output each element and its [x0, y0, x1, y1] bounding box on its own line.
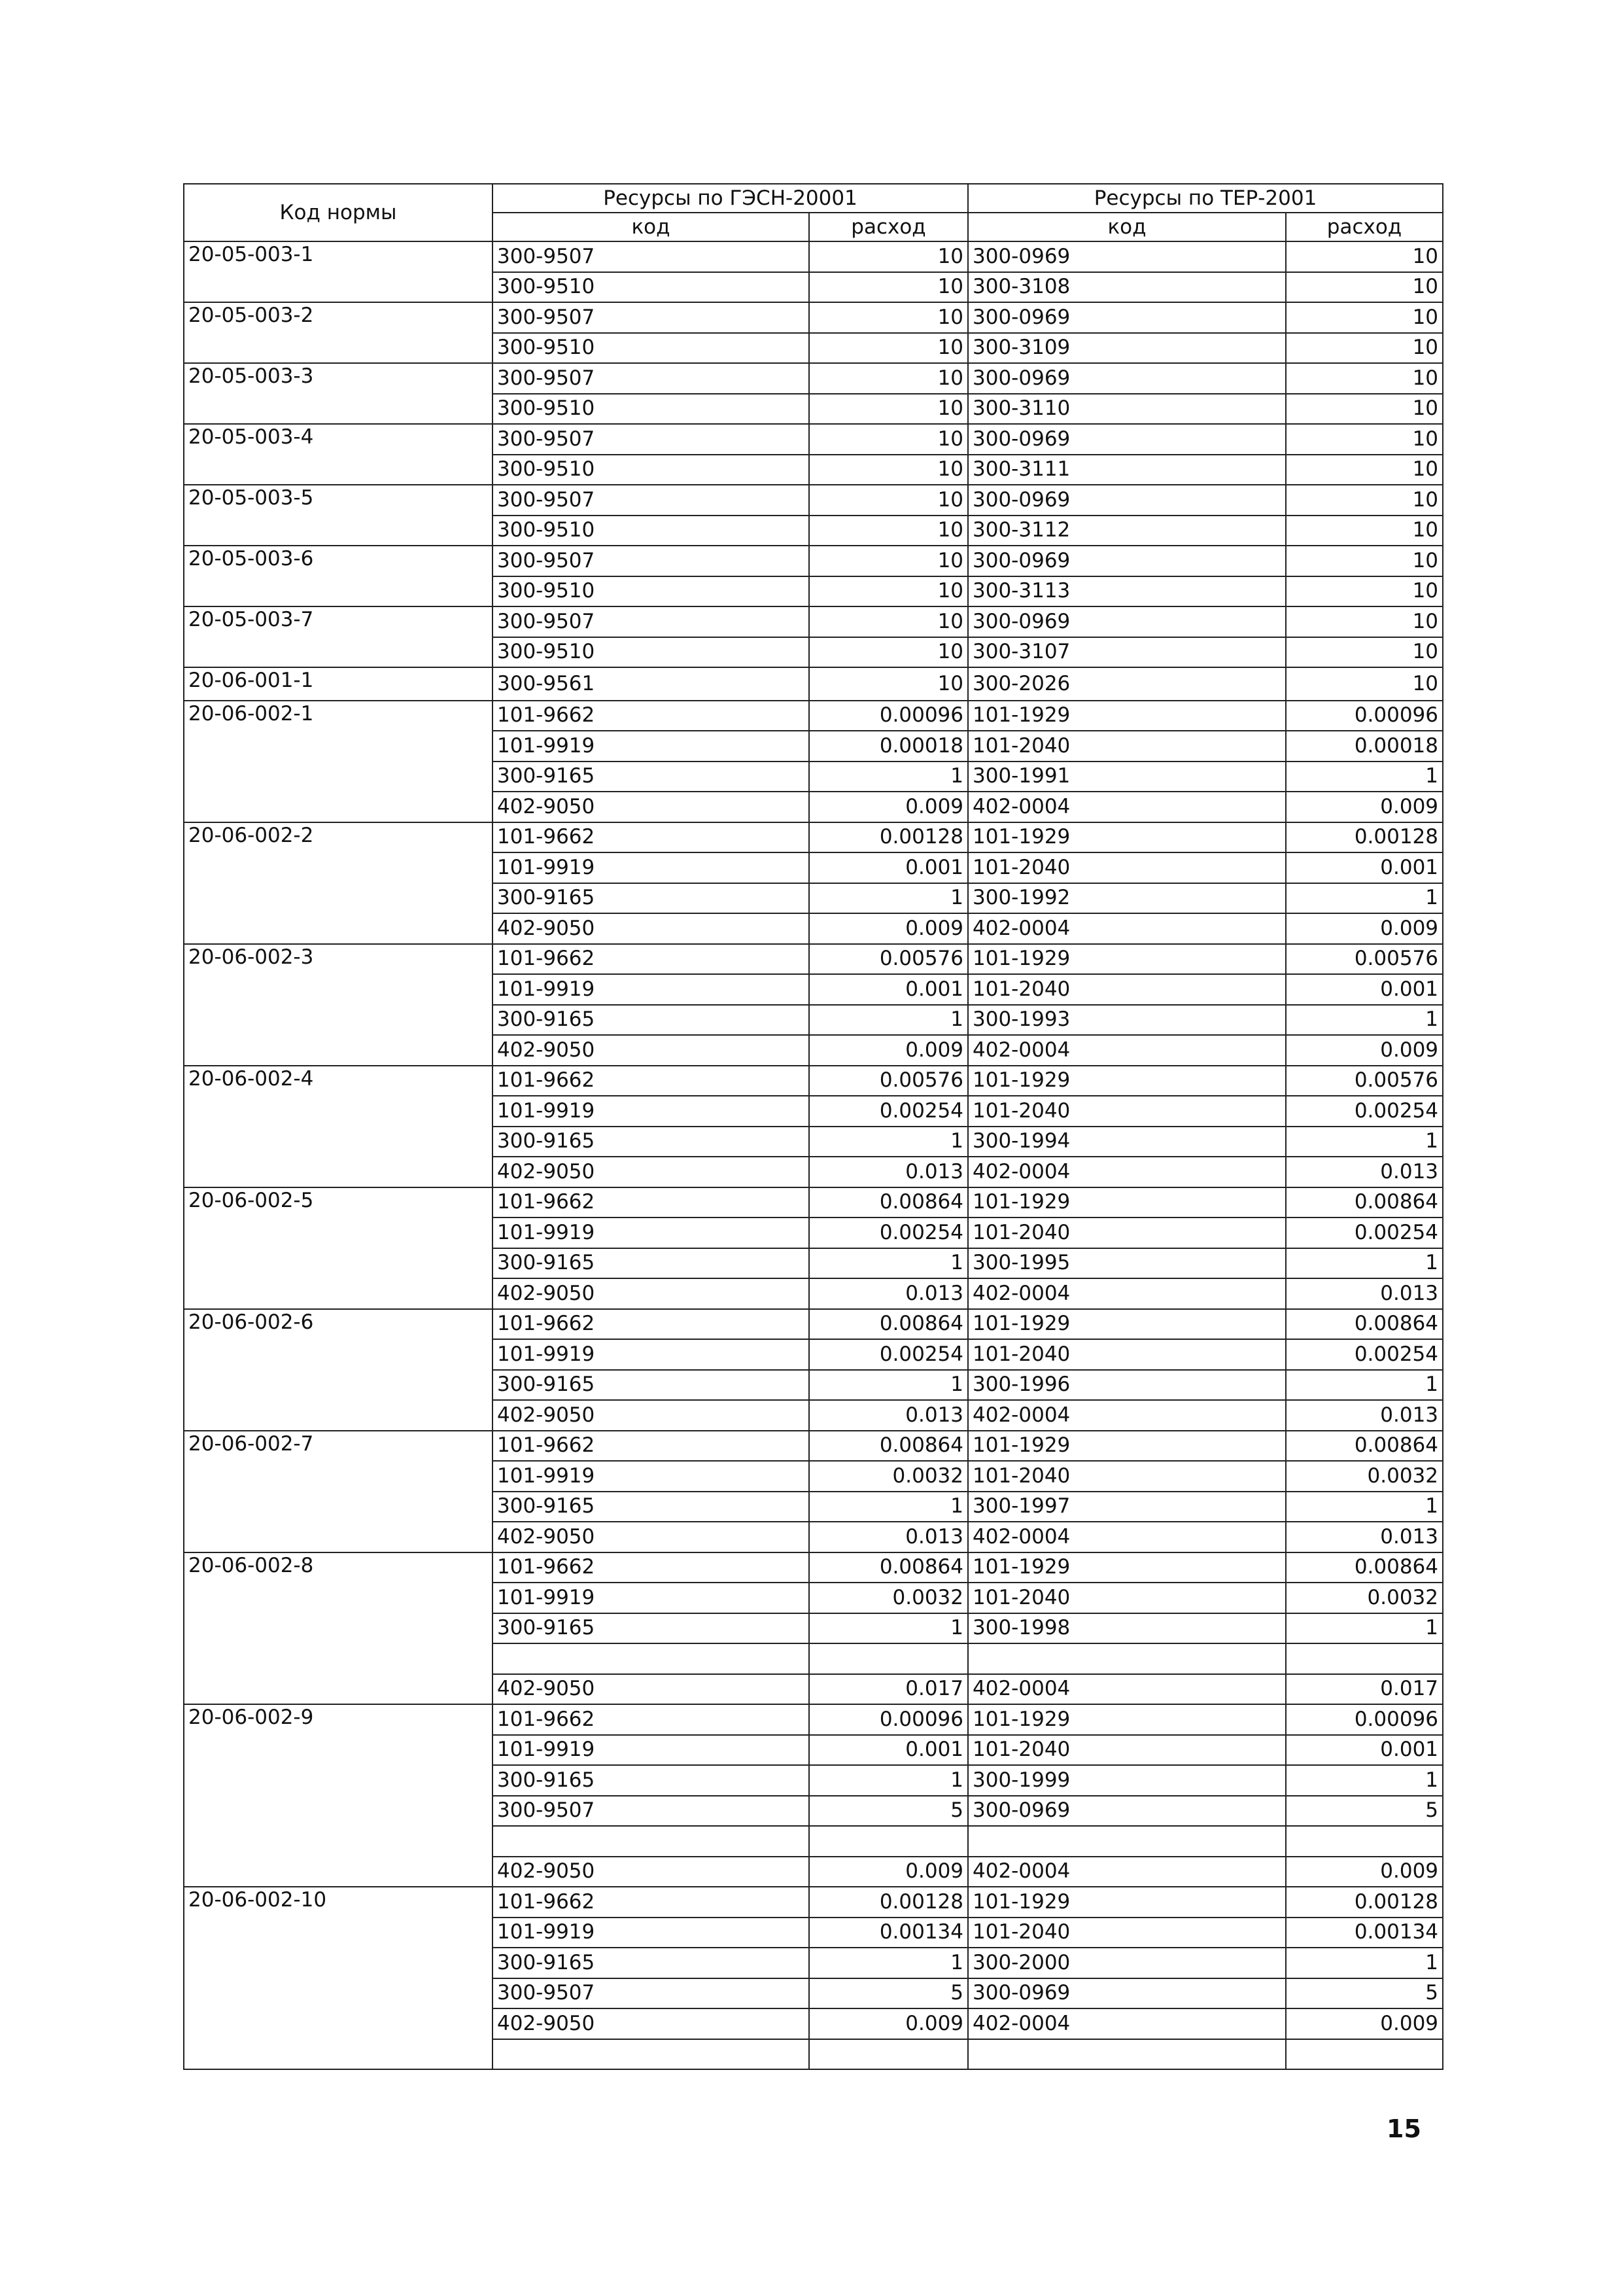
ter-code-cell: 101-2040: [968, 974, 1286, 1005]
ter-amount-cell: 0.009: [1286, 913, 1443, 944]
gesn-code-cell: 101-9662: [492, 701, 809, 731]
ter-amount-cell: 0.013: [1286, 1278, 1443, 1309]
ter-amount-cell: 0.017: [1286, 1674, 1443, 1705]
resource-table-sheet: [183, 183, 1442, 2070]
gesn-amount-cell: 0.009: [809, 1035, 968, 1066]
norm-code-cell: 20-05-003-3: [184, 363, 492, 424]
norm-code-cell: 20-05-003-5: [184, 485, 492, 546]
gesn-amount-cell: 1: [809, 1248, 968, 1279]
gesn-code-cell: 300-9507: [492, 1978, 809, 2009]
norm-code-cell: 20-05-003-4: [184, 424, 492, 485]
ter-amount-cell: 0.00576: [1286, 944, 1443, 975]
gesn-code-cell: 300-9507: [492, 546, 809, 576]
norm-code-cell: 20-06-002-6: [184, 1309, 492, 1431]
ter-code-cell: 101-1929: [968, 1187, 1286, 1218]
gesn-code-cell: 402-9050: [492, 913, 809, 944]
ter-amount-cell: [1286, 1826, 1443, 1857]
ter-code-cell: 300-1998: [968, 1613, 1286, 1644]
gesn-code-cell: 101-9662: [492, 1431, 809, 1462]
gesn-amount-cell: 0.0032: [809, 1461, 968, 1492]
ter-code-cell: 101-1929: [968, 822, 1286, 853]
gesn-amount-cell: 10: [809, 363, 968, 394]
gesn-amount-cell: 10: [809, 272, 968, 303]
ter-amount-cell: 0.00576: [1286, 1066, 1443, 1096]
norm-code-cell: 20-06-002-9: [184, 1704, 492, 1887]
ter-code-cell: 101-1929: [968, 701, 1286, 731]
gesn-amount-cell: 0.00864: [809, 1187, 968, 1218]
ter-code-cell: 101-2040: [968, 731, 1286, 762]
gesn-code-cell: 101-9919: [492, 1218, 809, 1248]
norm-code-cell: 20-06-002-2: [184, 822, 492, 944]
ter-code-cell: 101-2040: [968, 1218, 1286, 1248]
ter-code-cell: 300-1991: [968, 762, 1286, 792]
gesn-code-cell: [492, 1826, 809, 1857]
gesn-code-cell: 300-9561: [492, 667, 809, 701]
ter-amount-cell: 10: [1286, 516, 1443, 546]
gesn-code-cell: 300-9510: [492, 394, 809, 425]
gesn-code-cell: 402-9050: [492, 1035, 809, 1066]
ter-amount-cell: 0.00128: [1286, 1887, 1443, 1918]
ter-code-cell: 300-2026: [968, 667, 1286, 701]
table-row: [184, 944, 1443, 975]
ter-code-cell: 402-0004: [968, 792, 1286, 822]
ter-code-cell: 300-0969: [968, 1978, 1286, 2009]
ter-amount-cell: 1: [1286, 1370, 1443, 1401]
table-row: [184, 606, 1443, 637]
ter-amount-cell: 5: [1286, 1796, 1443, 1827]
gesn-code-cell: 402-9050: [492, 1157, 809, 1187]
ter-code-cell: 300-0969: [968, 485, 1286, 516]
gesn-amount-cell: 10: [809, 241, 968, 272]
ter-code-cell: 300-0969: [968, 424, 1286, 455]
table-row: [184, 546, 1443, 576]
ter-code-cell: 300-1995: [968, 1248, 1286, 1279]
ter-amount-cell: 10: [1286, 333, 1443, 364]
ter-code-cell: 101-2040: [968, 1735, 1286, 1766]
ter-code-cell: 300-3108: [968, 272, 1286, 303]
ter-amount-cell: 0.013: [1286, 1522, 1443, 1552]
gesn-code-cell: 101-9662: [492, 1309, 809, 1340]
gesn-amount-cell: 0.00096: [809, 1704, 968, 1735]
gesn-code-cell: 300-9507: [492, 424, 809, 455]
ter-amount-cell: [1286, 1643, 1443, 1674]
table-row: [184, 1552, 1443, 1583]
ter-code-cell: 300-0969: [968, 363, 1286, 394]
gesn-amount-cell: 0.017: [809, 1674, 968, 1705]
table-header: [184, 184, 1443, 241]
gesn-code-cell: 101-9919: [492, 852, 809, 883]
gesn-code-cell: 300-9510: [492, 576, 809, 607]
gesn-code-cell: 101-9662: [492, 944, 809, 975]
gesn-code-cell: 300-9165: [492, 883, 809, 914]
gesn-amount-cell: 10: [809, 394, 968, 425]
gesn-amount-cell: 0.013: [809, 1278, 968, 1309]
ter-code-cell: 300-1994: [968, 1127, 1286, 1157]
ter-code-cell: 300-3111: [968, 455, 1286, 485]
gesn-amount-cell: [809, 1643, 968, 1674]
gesn-code-cell: 300-9165: [492, 1248, 809, 1279]
ter-amount-cell: 10: [1286, 394, 1443, 425]
resource-table: [183, 183, 1443, 2070]
gesn-code-cell: 402-9050: [492, 1674, 809, 1705]
gesn-amount-cell: 0.009: [809, 913, 968, 944]
ter-code-cell: 101-1929: [968, 1309, 1286, 1340]
ter-amount-cell: 0.00254: [1286, 1096, 1443, 1127]
ter-amount-cell: 1: [1286, 1948, 1443, 1978]
table-row: [184, 1704, 1443, 1735]
gesn-code-cell: 300-9165: [492, 1370, 809, 1401]
ter-amount-cell: 0.009: [1286, 2008, 1443, 2039]
ter-code-cell: 101-2040: [968, 1918, 1286, 1948]
ter-amount-cell: 10: [1286, 606, 1443, 637]
ter-code-cell: 101-2040: [968, 1583, 1286, 1613]
ter-amount-cell: 0.013: [1286, 1400, 1443, 1431]
ter-amount-cell: 10: [1286, 424, 1443, 455]
gesn-code-cell: 300-9510: [492, 272, 809, 303]
ter-amount-cell: 0.00254: [1286, 1218, 1443, 1248]
ter-code-cell: 101-1929: [968, 1704, 1286, 1735]
table-row: [184, 1309, 1443, 1340]
header-ter-resources: Ресурсы по ТЕР-2001: [968, 184, 1443, 213]
ter-amount-cell: 10: [1286, 363, 1443, 394]
gesn-code-cell: 300-9507: [492, 241, 809, 272]
header-norm-code: Код нормы: [184, 184, 492, 241]
header-gesn-resources: Ресурсы по ГЭСН-20001: [492, 184, 968, 213]
ter-amount-cell: 10: [1286, 546, 1443, 576]
norm-code-cell: 20-06-002-1: [184, 701, 492, 822]
gesn-amount-cell: 0.013: [809, 1400, 968, 1431]
gesn-amount-cell: [809, 1826, 968, 1857]
ter-code-cell: 101-1929: [968, 1431, 1286, 1462]
ter-code-cell: 300-3113: [968, 576, 1286, 607]
gesn-amount-cell: 0.00096: [809, 701, 968, 731]
ter-code-cell: 402-0004: [968, 1857, 1286, 1887]
gesn-code-cell: 101-9662: [492, 1066, 809, 1096]
table-row: [184, 701, 1443, 731]
gesn-amount-cell: 0.009: [809, 2008, 968, 2039]
gesn-amount-cell: 0.013: [809, 1522, 968, 1552]
ter-amount-cell: 0.00864: [1286, 1552, 1443, 1583]
ter-code-cell: [968, 1826, 1286, 1857]
ter-code-cell: 101-2040: [968, 852, 1286, 883]
gesn-amount-cell: 10: [809, 546, 968, 576]
norm-code-cell: 20-06-002-10: [184, 1887, 492, 2069]
ter-amount-cell: 0.009: [1286, 1857, 1443, 1887]
norm-code-cell: 20-05-003-6: [184, 546, 492, 606]
gesn-amount-cell: 0.00576: [809, 944, 968, 975]
ter-code-cell: 300-1993: [968, 1005, 1286, 1036]
ter-amount-cell: 0.001: [1286, 852, 1443, 883]
gesn-amount-cell: 0.00018: [809, 731, 968, 762]
gesn-code-cell: 300-9507: [492, 302, 809, 333]
gesn-code-cell: 300-9507: [492, 363, 809, 394]
ter-amount-cell: 0.001: [1286, 974, 1443, 1005]
ter-code-cell: 300-0969: [968, 302, 1286, 333]
gesn-amount-cell: 10: [809, 637, 968, 668]
gesn-code-cell: 300-9507: [492, 606, 809, 637]
gesn-amount-cell: 0.00864: [809, 1552, 968, 1583]
ter-amount-cell: 0.009: [1286, 792, 1443, 822]
ter-amount-cell: 0.001: [1286, 1735, 1443, 1766]
ter-code-cell: 300-1999: [968, 1765, 1286, 1796]
table-row: [184, 241, 1443, 272]
gesn-code-cell: 402-9050: [492, 1857, 809, 1887]
ter-code-cell: 101-1929: [968, 944, 1286, 975]
norm-code-cell: 20-06-002-8: [184, 1552, 492, 1705]
ter-code-cell: 402-0004: [968, 1278, 1286, 1309]
gesn-amount-cell: 1: [809, 762, 968, 792]
ter-code-cell: 402-0004: [968, 2008, 1286, 2039]
ter-amount-cell: 0.00096: [1286, 1704, 1443, 1735]
table-row: [184, 302, 1443, 333]
gesn-amount-cell: 0.00128: [809, 822, 968, 853]
gesn-amount-cell: 1: [809, 1005, 968, 1036]
ter-amount-cell: [1286, 2039, 1443, 2070]
gesn-code-cell: 300-9165: [492, 1765, 809, 1796]
table-row: [184, 1066, 1443, 1096]
ter-code-cell: 402-0004: [968, 1674, 1286, 1705]
gesn-amount-cell: 1: [809, 883, 968, 914]
norm-code-cell: 20-06-002-4: [184, 1066, 492, 1187]
gesn-code-cell: 101-9662: [492, 822, 809, 853]
gesn-code-cell: 101-9919: [492, 1339, 809, 1370]
gesn-amount-cell: 0.00254: [809, 1218, 968, 1248]
gesn-amount-cell: 10: [809, 424, 968, 455]
gesn-code-cell: 300-9507: [492, 1796, 809, 1827]
gesn-code-cell: [492, 1643, 809, 1674]
ter-amount-cell: 5: [1286, 1978, 1443, 2009]
ter-code-cell: 300-1996: [968, 1370, 1286, 1401]
gesn-code-cell: 101-9919: [492, 1461, 809, 1492]
ter-code-cell: 300-0969: [968, 546, 1286, 576]
header-ter-code: код: [968, 213, 1286, 241]
table-body: [184, 241, 1443, 2069]
gesn-code-cell: 402-9050: [492, 792, 809, 822]
ter-amount-cell: 0.00096: [1286, 701, 1443, 731]
header-gesn-code: код: [492, 213, 809, 241]
ter-amount-cell: 10: [1286, 485, 1443, 516]
gesn-code-cell: 101-9662: [492, 1552, 809, 1583]
ter-amount-cell: 0.00134: [1286, 1918, 1443, 1948]
ter-amount-cell: 1: [1286, 1765, 1443, 1796]
norm-code-cell: 20-06-002-5: [184, 1187, 492, 1309]
table-row: [184, 424, 1443, 455]
ter-amount-cell: 10: [1286, 576, 1443, 607]
table-row: [184, 485, 1443, 516]
gesn-amount-cell: [809, 2039, 968, 2070]
ter-amount-cell: 0.00254: [1286, 1339, 1443, 1370]
ter-code-cell: 101-2040: [968, 1096, 1286, 1127]
gesn-code-cell: 402-9050: [492, 1278, 809, 1309]
ter-code-cell: 402-0004: [968, 1157, 1286, 1187]
gesn-code-cell: 101-9919: [492, 1735, 809, 1766]
table-row: [184, 1187, 1443, 1218]
ter-code-cell: 101-2040: [968, 1461, 1286, 1492]
page-number: 15: [1387, 2114, 1421, 2143]
gesn-amount-cell: 10: [809, 302, 968, 333]
gesn-amount-cell: 1: [809, 1492, 968, 1522]
ter-code-cell: 300-3112: [968, 516, 1286, 546]
gesn-code-cell: 101-9662: [492, 1887, 809, 1918]
gesn-amount-cell: 1: [809, 1765, 968, 1796]
ter-amount-cell: 0.00864: [1286, 1309, 1443, 1340]
ter-amount-cell: 1: [1286, 883, 1443, 914]
gesn-code-cell: 101-9919: [492, 1096, 809, 1127]
norm-code-cell: 20-06-002-7: [184, 1431, 492, 1552]
ter-code-cell: 402-0004: [968, 1522, 1286, 1552]
ter-amount-cell: 1: [1286, 1127, 1443, 1157]
ter-code-cell: 101-1929: [968, 1552, 1286, 1583]
gesn-amount-cell: 10: [809, 576, 968, 607]
ter-amount-cell: 0.00128: [1286, 822, 1443, 853]
gesn-amount-cell: 0.001: [809, 974, 968, 1005]
ter-amount-cell: 0.00864: [1286, 1187, 1443, 1218]
ter-amount-cell: 10: [1286, 241, 1443, 272]
norm-code-cell: 20-05-003-7: [184, 606, 492, 667]
ter-code-cell: 300-1997: [968, 1492, 1286, 1522]
table-row: [184, 1431, 1443, 1462]
ter-code-cell: 101-1929: [968, 1066, 1286, 1096]
table-row: [184, 822, 1443, 853]
gesn-amount-cell: 0.00254: [809, 1096, 968, 1127]
ter-amount-cell: 10: [1286, 667, 1443, 701]
ter-amount-cell: 0.009: [1286, 1035, 1443, 1066]
gesn-amount-cell: 0.009: [809, 792, 968, 822]
gesn-amount-cell: 0.009: [809, 1857, 968, 1887]
gesn-amount-cell: 0.001: [809, 852, 968, 883]
gesn-code-cell: 300-9510: [492, 516, 809, 546]
table-row: [184, 667, 1443, 701]
gesn-code-cell: 101-9662: [492, 1704, 809, 1735]
gesn-code-cell: 101-9919: [492, 1918, 809, 1948]
gesn-code-cell: [492, 2039, 809, 2070]
ter-amount-cell: 1: [1286, 1613, 1443, 1644]
gesn-amount-cell: 0.00128: [809, 1887, 968, 1918]
ter-amount-cell: 1: [1286, 762, 1443, 792]
ter-code-cell: 300-2000: [968, 1948, 1286, 1978]
gesn-code-cell: 300-9507: [492, 485, 809, 516]
gesn-code-cell: 402-9050: [492, 2008, 809, 2039]
gesn-amount-cell: 0.00864: [809, 1309, 968, 1340]
gesn-amount-cell: 5: [809, 1796, 968, 1827]
ter-code-cell: 300-0969: [968, 606, 1286, 637]
gesn-amount-cell: 10: [809, 667, 968, 701]
gesn-code-cell: 300-9510: [492, 637, 809, 668]
ter-code-cell: 300-0969: [968, 241, 1286, 272]
ter-amount-cell: 10: [1286, 302, 1443, 333]
ter-amount-cell: 10: [1286, 637, 1443, 668]
ter-amount-cell: 1: [1286, 1248, 1443, 1279]
gesn-amount-cell: 1: [809, 1613, 968, 1644]
ter-code-cell: 300-1992: [968, 883, 1286, 914]
ter-code-cell: 300-3110: [968, 394, 1286, 425]
gesn-code-cell: 101-9662: [492, 1187, 809, 1218]
ter-amount-cell: 0.0032: [1286, 1461, 1443, 1492]
gesn-code-cell: 300-9165: [492, 1492, 809, 1522]
gesn-code-cell: 402-9050: [492, 1400, 809, 1431]
gesn-amount-cell: 10: [809, 455, 968, 485]
norm-code-cell: 20-05-003-2: [184, 302, 492, 363]
gesn-amount-cell: 0.00254: [809, 1339, 968, 1370]
table-row: [184, 1887, 1443, 1918]
gesn-code-cell: 300-9510: [492, 333, 809, 364]
ter-code-cell: [968, 2039, 1286, 2070]
ter-amount-cell: 0.013: [1286, 1157, 1443, 1187]
header-ter-amount: расход: [1286, 213, 1443, 241]
gesn-amount-cell: 0.00864: [809, 1431, 968, 1462]
gesn-amount-cell: 0.00576: [809, 1066, 968, 1096]
ter-code-cell: 300-3109: [968, 333, 1286, 364]
ter-code-cell: 101-1929: [968, 1887, 1286, 1918]
ter-code-cell: 300-0969: [968, 1796, 1286, 1827]
ter-code-cell: 402-0004: [968, 1400, 1286, 1431]
gesn-amount-cell: 0.001: [809, 1735, 968, 1766]
norm-code-cell: 20-05-003-1: [184, 241, 492, 302]
gesn-amount-cell: 10: [809, 485, 968, 516]
ter-amount-cell: 10: [1286, 455, 1443, 485]
ter-amount-cell: 1: [1286, 1005, 1443, 1036]
norm-code-cell: 20-06-002-3: [184, 944, 492, 1066]
gesn-code-cell: 300-9165: [492, 762, 809, 792]
gesn-amount-cell: 1: [809, 1948, 968, 1978]
gesn-amount-cell: 10: [809, 516, 968, 546]
gesn-code-cell: 101-9919: [492, 974, 809, 1005]
ter-code-cell: 300-3107: [968, 637, 1286, 668]
ter-amount-cell: 0.00018: [1286, 731, 1443, 762]
ter-amount-cell: 1: [1286, 1492, 1443, 1522]
gesn-code-cell: 300-9165: [492, 1948, 809, 1978]
gesn-code-cell: 300-9165: [492, 1613, 809, 1644]
gesn-code-cell: 402-9050: [492, 1522, 809, 1552]
gesn-amount-cell: 10: [809, 606, 968, 637]
gesn-amount-cell: 0.0032: [809, 1583, 968, 1613]
ter-code-cell: [968, 1643, 1286, 1674]
gesn-code-cell: 101-9919: [492, 1583, 809, 1613]
table-row: [184, 363, 1443, 394]
gesn-code-cell: 300-9165: [492, 1127, 809, 1157]
header-gesn-amount: расход: [809, 213, 968, 241]
gesn-code-cell: 300-9165: [492, 1005, 809, 1036]
gesn-amount-cell: 1: [809, 1370, 968, 1401]
gesn-amount-cell: 0.00134: [809, 1918, 968, 1948]
ter-amount-cell: 10: [1286, 272, 1443, 303]
ter-code-cell: 101-2040: [968, 1339, 1286, 1370]
gesn-amount-cell: 1: [809, 1127, 968, 1157]
ter-code-cell: 402-0004: [968, 913, 1286, 944]
gesn-amount-cell: 5: [809, 1978, 968, 2009]
ter-amount-cell: 0.00864: [1286, 1431, 1443, 1462]
gesn-code-cell: 101-9919: [492, 731, 809, 762]
gesn-code-cell: 300-9510: [492, 455, 809, 485]
ter-code-cell: 402-0004: [968, 1035, 1286, 1066]
gesn-amount-cell: 10: [809, 333, 968, 364]
ter-amount-cell: 0.0032: [1286, 1583, 1443, 1613]
norm-code-cell: 20-06-001-1: [184, 667, 492, 701]
gesn-amount-cell: 0.013: [809, 1157, 968, 1187]
